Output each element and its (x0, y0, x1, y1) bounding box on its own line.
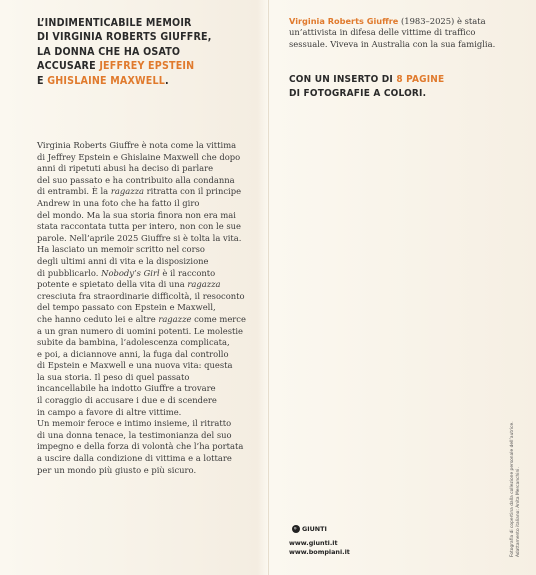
center-fold (268, 0, 269, 575)
headline-line-2: DI VIRGINIA ROBERTS GIUFFRE, (37, 31, 212, 44)
credit-line-1: Fotografia di copertina dalla collezione personale dell’autrice. (510, 421, 515, 557)
synopsis-line: Andrew in una foto che ha fatto il giro (37, 197, 200, 208)
synopsis-line: Ha lasciato un memoir scritto nel corso (37, 244, 205, 255)
giunti-logo (292, 525, 327, 533)
synopsis-line: il coraggio di accusare i due e di scendere (37, 395, 217, 406)
bio-dates: (1983–2025) è stata (398, 16, 486, 26)
synopsis-line: e poi, a diciannove anni, la fuga dal controllo (37, 348, 229, 359)
highlight-ghislaine-maxwell: GHISLAINE MAXWELL (47, 74, 166, 87)
synopsis-line: anni di ripetuti abusi ha deciso di parlare (37, 163, 214, 174)
headline-line-4 (37, 59, 252, 73)
synopsis-line: di pubblicarlo. Nobody’s Girl è il racconto (37, 267, 216, 278)
headline-line-4-text: ACCUSARE (37, 60, 100, 73)
synopsis-line: che hanno ceduto lei e altre ragazze come merce (37, 313, 246, 324)
synopsis-line: del tempo passato con Epstein e Maxwell, (37, 302, 216, 313)
headline-line-1: L’INDIMENTICABILE MEMOIR (37, 17, 192, 29)
synopsis-line: Un memoir feroce e intimo insieme, il ritratto (37, 418, 232, 429)
synopsis-line: a uscire dalla condizione di vittima e a lottare (37, 453, 232, 464)
synopsis-line: di entrambi. È la ragazza ritratta con il principe (37, 186, 242, 197)
synopsis-line: per un mondo più giusto e più sicuro. (37, 464, 197, 475)
photo-credit-text (510, 407, 521, 557)
insert-line-2: DI FOTOGRAFIE A COLORI. (289, 87, 427, 99)
credit-line-2: Adattamento italiano: Anita Mercanchini. (515, 467, 521, 557)
headline (37, 16, 252, 88)
insert-line-1 (289, 73, 514, 87)
giunti-logo-icon (292, 525, 300, 533)
headline-line-5-text: E (37, 74, 48, 87)
publisher-websites (289, 539, 350, 557)
synopsis-line: degli ultimi anni di vita e la disposizione (37, 255, 209, 266)
synopsis-line: a un gran numero di uomini potenti. Le molestie (37, 325, 243, 336)
headline-line-5-period: . (165, 74, 169, 87)
insert-line-1-text: CON UN INSERTO DI (289, 74, 397, 85)
synopsis-line: del suo passato e ha contribuito alla condanna (37, 174, 235, 185)
synopsis-line: la sua storia. Il peso di quel passato (37, 371, 190, 382)
synopsis-line: del mondo. Ma la sua storia finora non era mai (37, 209, 236, 220)
website-giunti[interactable]: www.giunti.it (289, 539, 338, 547)
highlight-jeffrey-epstein: JEFFREY EPSTEIN (99, 60, 195, 73)
synopsis-line: di Jeffrey Epstein e Ghislaine Maxwell che dopo (37, 151, 241, 162)
synopsis-line: impegno e della forza di volontà che l’ha portata (37, 441, 244, 452)
photo-credit (510, 407, 522, 557)
synopsis-line: stata raccontata tutta per intero, non con le sue (37, 221, 241, 232)
synopsis-line: in campo a favore di altre vittime. (37, 406, 182, 417)
synopsis-line: subite da bambina, l’adolescenza complicata, (37, 337, 230, 348)
synopsis-line: cresciuta fra straordinarie difficoltà, il resoconto (37, 290, 245, 301)
giunti-logo-text: GIUNTI (302, 525, 327, 533)
bio-line-3: sessuale. Viveva in Australia con la sua famiglia. (289, 38, 496, 49)
website-bompiani[interactable]: www.bompiani.it (289, 548, 350, 556)
synopsis-line: potente e spietato della vita di una ragazza (37, 279, 221, 290)
synopsis-line: Virginia Roberts Giuffre è nota come la vittima (37, 140, 237, 150)
synopsis (37, 140, 262, 476)
synopsis-line: incancellabile ha indotto Giuffre a trovare (37, 383, 216, 394)
photo-insert-note (289, 73, 514, 101)
headline-line-5 (37, 74, 252, 88)
synopsis-line: di una donna tenace, la testimonianza del suo (37, 429, 232, 440)
bio-line-1 (289, 16, 514, 27)
bio-line-2: un’attivista in difesa delle vittime di traffico (289, 27, 476, 38)
author-name: Virginia Roberts Giuffre (289, 16, 399, 26)
synopsis-line: di Epstein e Maxwell e una nuova vita: questa (37, 360, 233, 371)
synopsis-line: parole. Nell’aprile 2025 Giuffre si è tolta la vita. (37, 232, 242, 243)
author-bio (289, 16, 514, 50)
highlight-pages: 8 PAGINE (396, 74, 445, 85)
headline-line-3: LA DONNA CHE HA OSATO (37, 45, 181, 58)
